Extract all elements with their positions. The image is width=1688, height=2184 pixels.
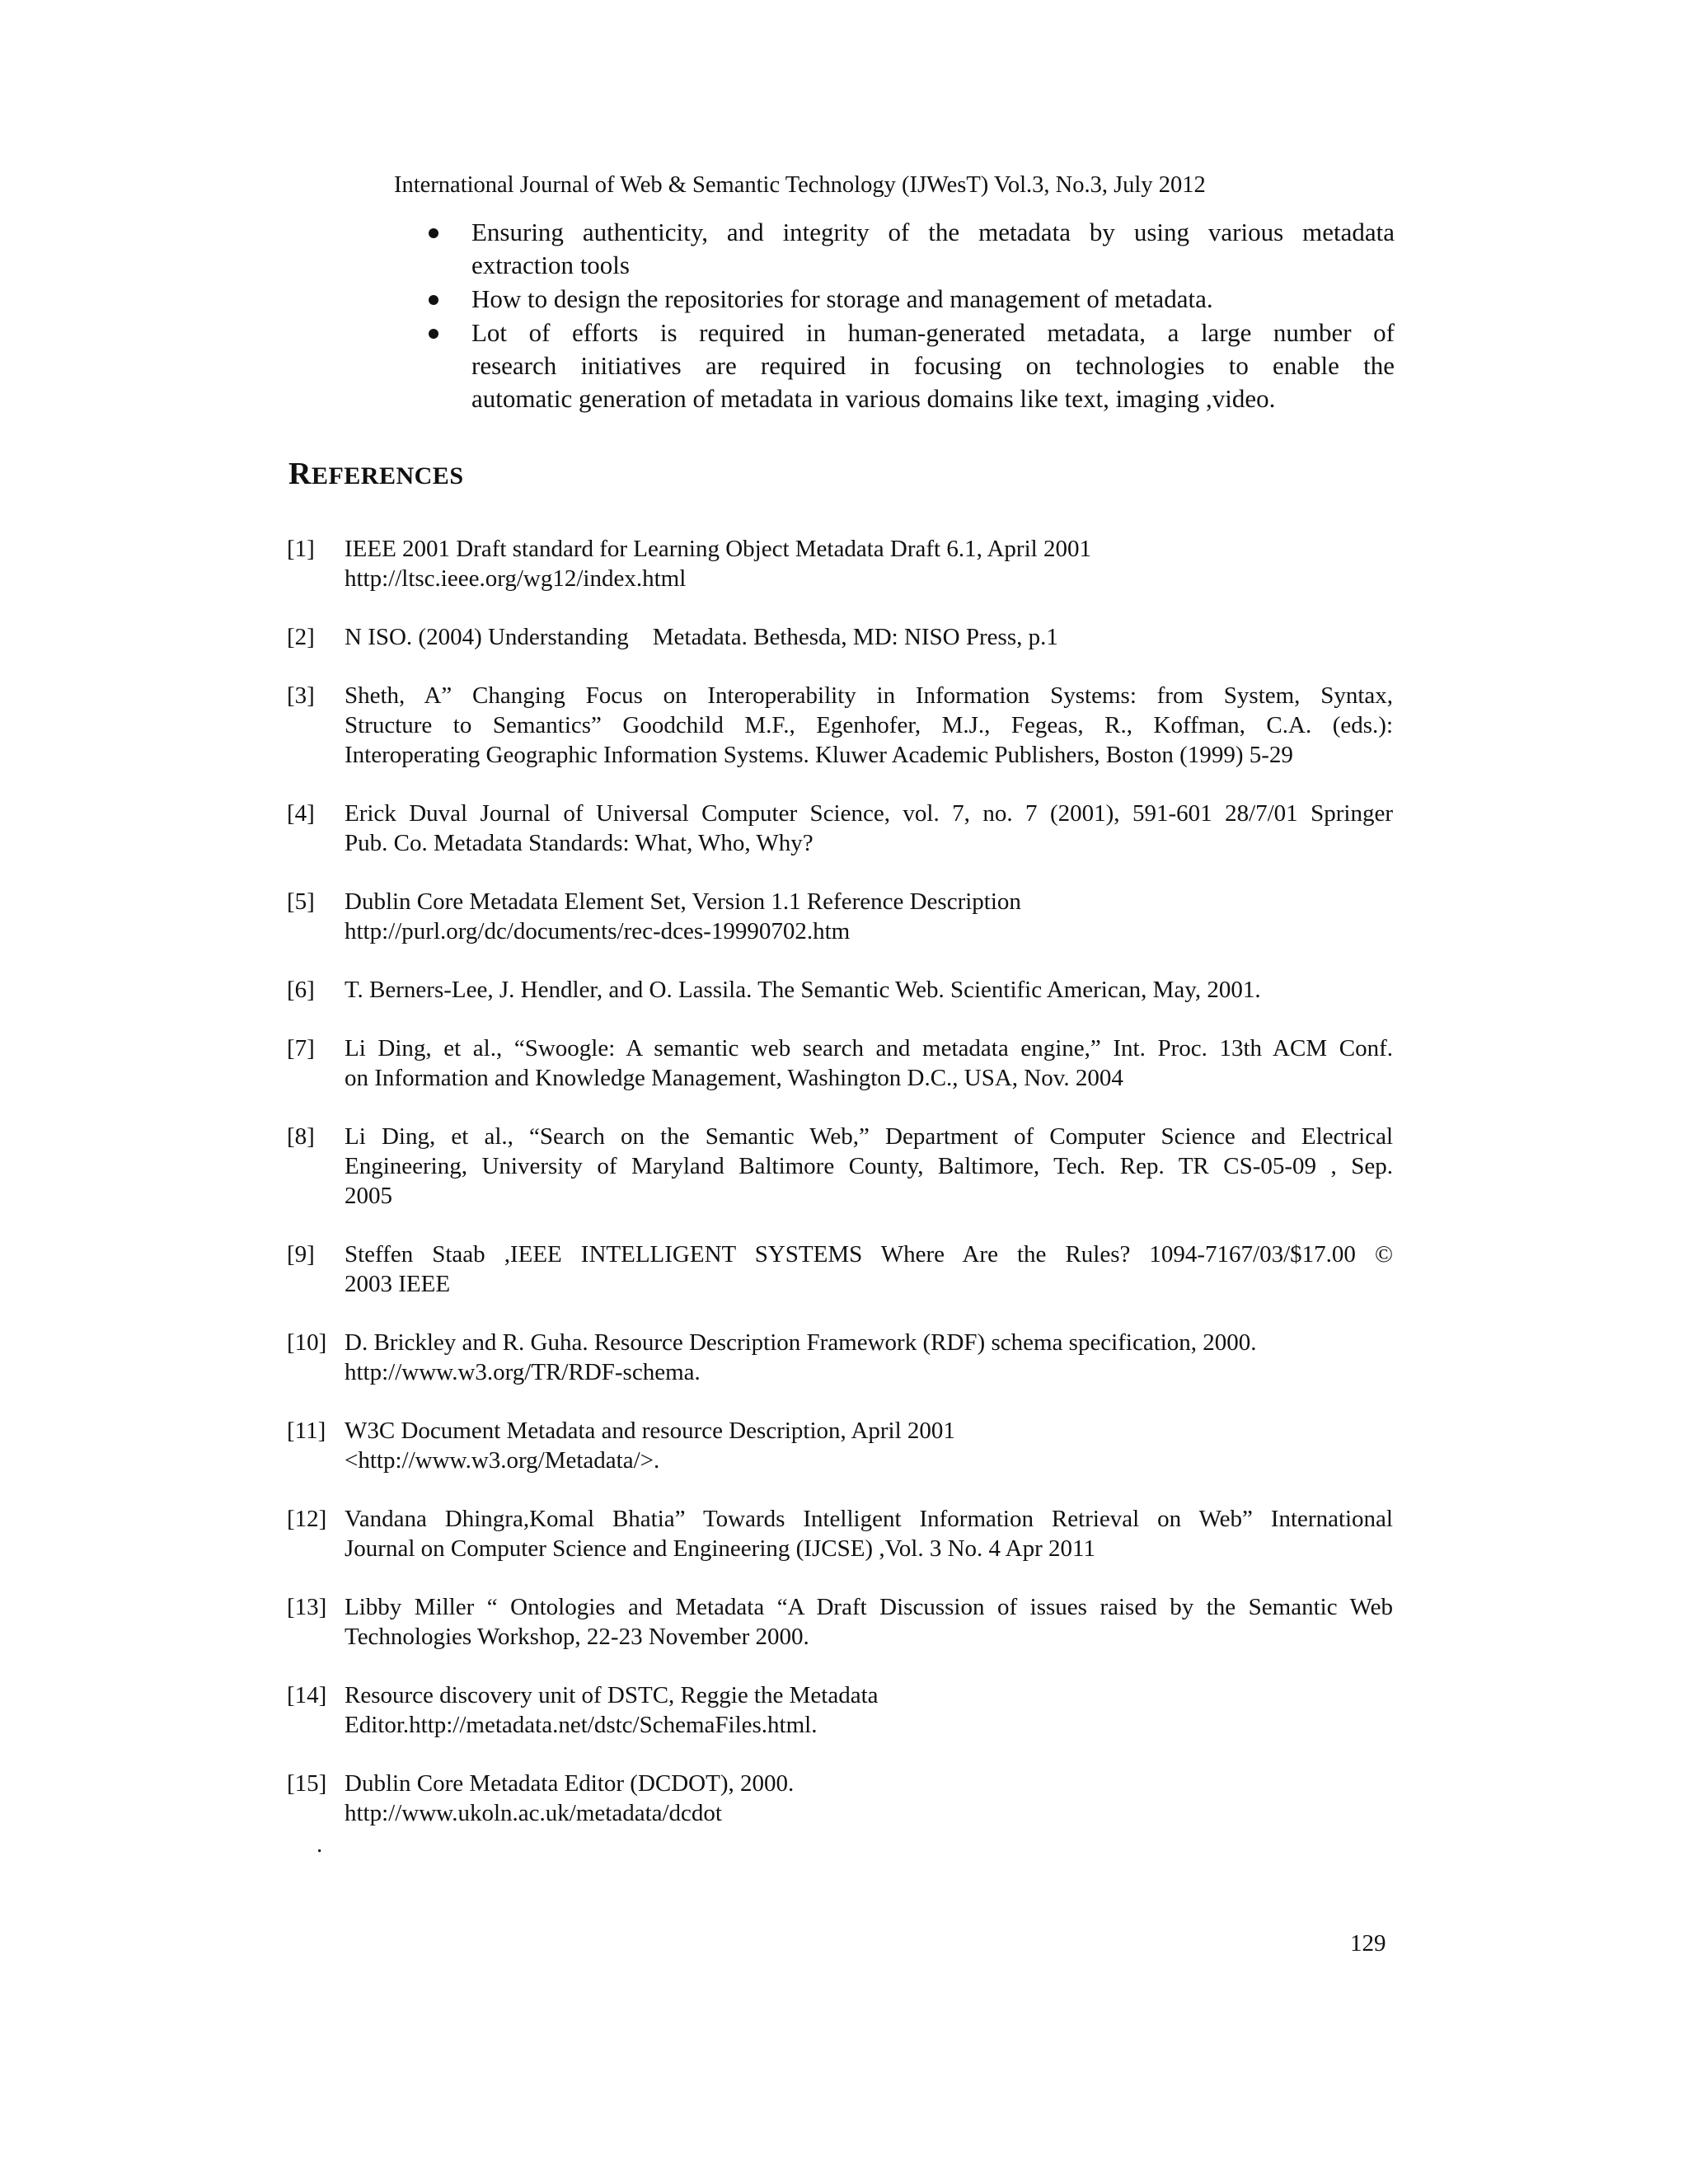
reference-item: [287, 1033, 1393, 1093]
bullet-line: How to design the repositories for storage and management of metadata.: [471, 284, 1213, 313]
reference-item: [287, 1122, 1393, 1211]
reference-line: Structure to Semantics” Goodchild M.F., Egenhofer, M.J., Fegeas, R., Koffman, C.A. (eds.):: [345, 712, 1393, 738]
reference-line: Interoperating Geographic Information Systems. Kluwer Academic Publishers, Boston (1999) 5-29: [345, 742, 1293, 768]
reference-line: Engineering, University of Maryland Baltimore County, Baltimore, Tech. Rep. TR CS-05-09 , Sep.: [345, 1153, 1393, 1179]
reference-line: Technologies Workshop, 22-23 November 2000.: [345, 1624, 809, 1650]
reference-line: Pub. Co. Metadata Standards: What, Who, Why?: [345, 830, 814, 856]
reference-line: Steffen Staab ,IEEE INTELLIGENT SYSTEMS Where Are the Rules? 1094-7167/03/$17.00 ©: [345, 1241, 1393, 1268]
running-header: International Journal of Web & Semantic Technology (IJWesT) Vol.3, No.3, July 2012: [394, 172, 1206, 198]
reference-line: IEEE 2001 Draft standard for Learning Object Metadata Draft 6.1, April 2001: [345, 536, 1091, 562]
bullet-dot-icon: [429, 228, 438, 238]
reference-line: Resource discovery unit of DSTC, Reggie the Metadata: [345, 1682, 879, 1708]
reference-item: [287, 1680, 1393, 1740]
reference-number: [7]: [287, 1035, 315, 1062]
reference-line: Dublin Core Metadata Editor (DCDOT), 2000.: [345, 1770, 795, 1797]
reference-line: on Information and Knowledge Management, Washington D.C., USA, Nov. 2004: [345, 1065, 1123, 1091]
reference-number: [15]: [287, 1770, 327, 1797]
references-heading-rest: EFERENCES: [311, 462, 464, 490]
reference-line: Libby Miller “ Ontologies and Metadata “A Draft Discussion of issues raised by the Semantic Web: [345, 1594, 1393, 1620]
reference-line: http://ltsc.ieee.org/wg12/index.html: [345, 565, 687, 592]
reference-line: <http://www.w3.org/Metadata/>.: [345, 1447, 660, 1474]
reference-line: N ISO. (2004) Understanding Metadata. Bethesda, MD: NISO Press, p.1: [345, 624, 1058, 650]
reference-list: [287, 534, 1393, 1857]
reference-item: [287, 534, 1393, 593]
reference-line: http://www.w3.org/TR/RDF-schema.: [345, 1359, 701, 1385]
reference-item: [287, 681, 1393, 770]
bullet-line: Ensuring authenticity, and integrity of the metadata by using various metadata: [471, 218, 1395, 246]
reference-number: [10]: [287, 1329, 327, 1356]
reference-line: Editor.http://metadata.net/dstc/SchemaFiles.html.: [345, 1712, 818, 1738]
bullet-line: automatic generation of metadata in various domains like text, imaging ,video.: [471, 384, 1276, 413]
reference-line: T. Berners-Lee, J. Hendler, and O. Lassila. The Semantic Web. Scientific American, May, 2001.: [345, 977, 1261, 1003]
reference-number: [8]: [287, 1123, 315, 1150]
page-number: 129: [1350, 1930, 1386, 1957]
reference-line: http://purl.org/dc/documents/rec-dces-19990702.htm: [345, 918, 851, 944]
reference-line: Li Ding, et al., “Swoogle: A semantic web search and metadata engine,” Int. Proc. 13th ACM Conf.: [345, 1035, 1393, 1062]
reference-item: [287, 1504, 1393, 1563]
reference-item: [287, 799, 1393, 858]
reference-number: [12]: [287, 1506, 327, 1532]
bullet-item: [429, 216, 1395, 282]
reference-item: [287, 887, 1393, 946]
reference-line: Dublin Core Metadata Element Set, Version 1.1 Reference Description: [345, 888, 1021, 915]
references-heading: [288, 456, 464, 494]
bullet-list: [429, 216, 1395, 416]
bullet-line: extraction tools: [471, 251, 630, 279]
reference-item: [287, 975, 1393, 1005]
reference-number: [5]: [287, 888, 315, 915]
reference-line: 2003 IEEE: [345, 1271, 451, 1297]
reference-item: [287, 1328, 1393, 1387]
reference-number: [4]: [287, 800, 315, 827]
reference-line: Sheth, A” Changing Focus on Interoperability in Information Systems: from System, Syntax,: [345, 682, 1393, 709]
bullet-item: [429, 283, 1395, 316]
reference-item: [287, 622, 1393, 652]
reference-number: [13]: [287, 1594, 327, 1620]
reference-item: [287, 1592, 1393, 1652]
reference-number: [3]: [287, 682, 315, 709]
stray-period-mark: .: [316, 1831, 323, 1858]
reference-item: [287, 1240, 1393, 1299]
reference-number: [2]: [287, 624, 315, 650]
reference-line: 2005: [345, 1183, 392, 1209]
bullet-dot-icon: [429, 329, 438, 339]
reference-item: [287, 1769, 1393, 1828]
reference-line: W3C Document Metadata and resource Description, April 2001: [345, 1418, 955, 1444]
reference-line: D. Brickley and R. Guha. Resource Description Framework (RDF) schema specification, 2000.: [345, 1329, 1257, 1356]
bullet-line: Lot of efforts is required in human-generated metadata, a large number of: [471, 318, 1395, 347]
reference-number: [14]: [287, 1682, 327, 1708]
reference-number: [9]: [287, 1241, 315, 1268]
reference-line: http://www.ukoln.ac.uk/metadata/dcdot: [345, 1800, 722, 1826]
bullet-item: [429, 316, 1395, 415]
bullet-line: research initiatives are required in focusing on technologies to enable the: [471, 351, 1395, 380]
reference-line: Erick Duval Journal of Universal Computer Science, vol. 7, no. 7 (2001), 591-601 28/7/01 Springer: [345, 800, 1393, 827]
reference-number: [6]: [287, 977, 315, 1003]
reference-line: Vandana Dhingra,Komal Bhatia” Towards Intelligent Information Retrieval on Web” International: [345, 1506, 1393, 1532]
reference-number: [11]: [287, 1418, 326, 1444]
bullet-dot-icon: [429, 295, 438, 305]
reference-item: [287, 1416, 1393, 1475]
reference-line: Journal on Computer Science and Engineering (IJCSE) ,Vol. 3 No. 4 Apr 2011: [345, 1535, 1095, 1562]
reference-number: [1]: [287, 536, 315, 562]
references-heading-initial: R: [288, 457, 312, 491]
reference-line: Li Ding, et al., “Search on the Semantic Web,” Department of Computer Science and Electrical: [345, 1123, 1393, 1150]
